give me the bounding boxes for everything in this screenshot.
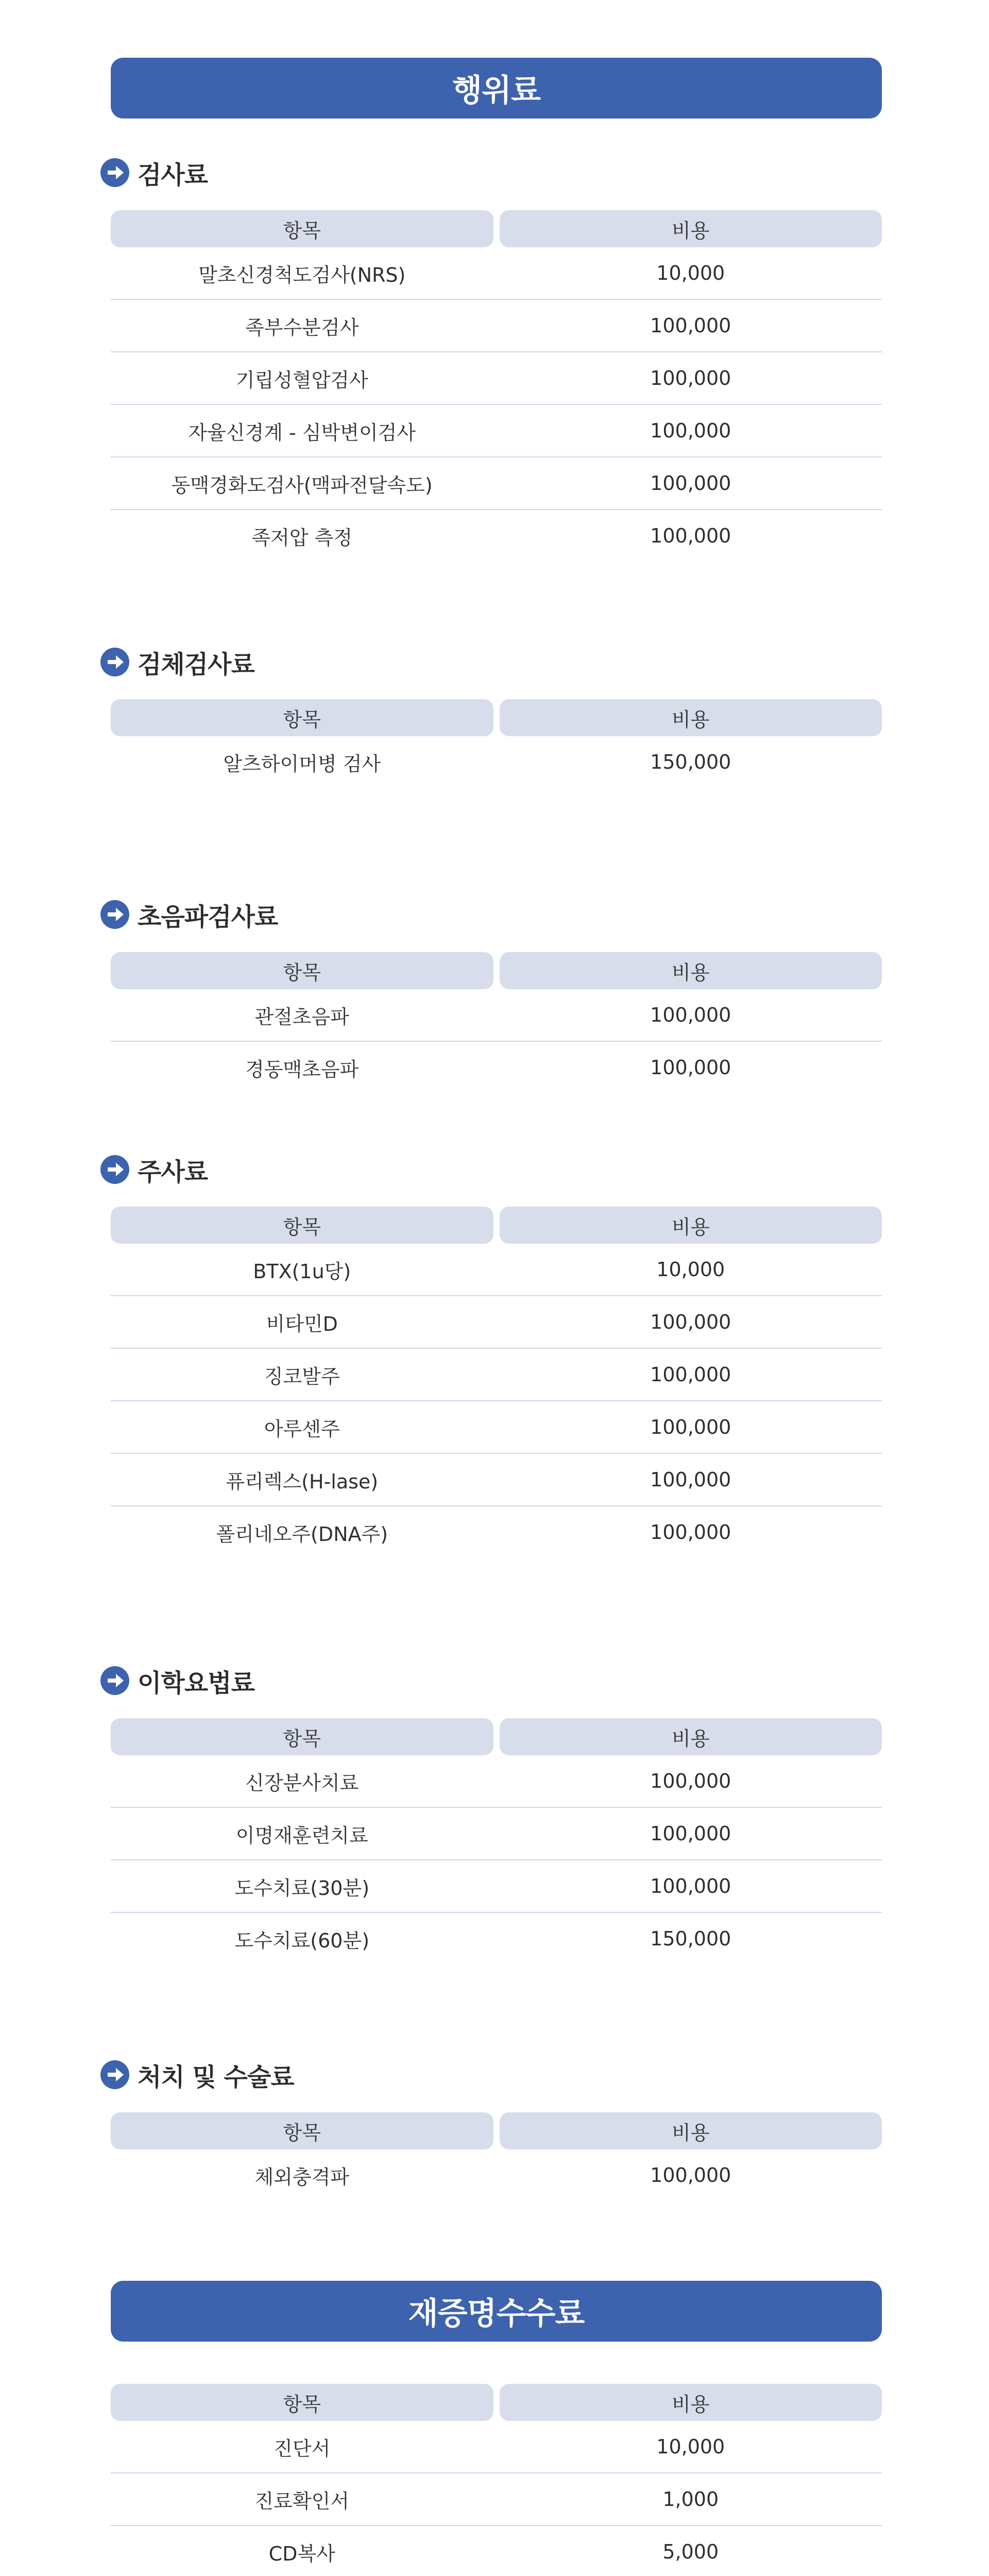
table-row	[111, 2473, 882, 2526]
row-cost: 100,000	[650, 1822, 731, 1845]
table-row	[111, 457, 882, 510]
row-item: 폴리네오주(DNA주)	[216, 1522, 388, 1546]
table-row	[111, 1506, 882, 1558]
table-row	[111, 736, 882, 788]
table-row	[111, 1349, 882, 1401]
table-row	[111, 989, 882, 1042]
certificate-fees-banner-title: 재증명수수료	[408, 2296, 585, 2332]
table-row	[111, 1860, 882, 1913]
table-row	[111, 1296, 882, 1349]
row-cost: 100,000	[650, 1004, 731, 1026]
procedure-fees-banner	[111, 58, 882, 118]
procedure-fees-banner-title: 행위료	[452, 73, 540, 109]
table-header-cost: 비용	[500, 1207, 882, 1244]
table-row	[111, 1808, 882, 1860]
row-cost: 100,000	[650, 524, 731, 547]
row-cost: 100,000	[650, 367, 731, 389]
certificate-fees-banner	[111, 2281, 882, 2342]
row-cost: 150,000	[650, 1927, 731, 1950]
section-title-text: 주사료	[138, 1157, 208, 1187]
table-header-cost: 비용	[500, 952, 882, 989]
row-item: 비타민D	[266, 1312, 338, 1335]
exam-fees-table	[111, 210, 882, 562]
row-item: 도수치료(30분)	[234, 1876, 370, 1900]
table-row	[111, 352, 882, 405]
table-header-item: 항목	[111, 210, 493, 247]
table-row	[111, 300, 882, 352]
row-cost: 1,000	[662, 2488, 719, 2511]
row-item: 아루센주	[264, 1417, 340, 1440]
row-item: 도수치료(60분)	[234, 1929, 370, 1952]
row-cost: 100,000	[650, 314, 731, 337]
table-header-cost: 비용	[500, 210, 882, 247]
row-cost: 10,000	[656, 2435, 725, 2458]
table-row	[111, 1755, 882, 1808]
row-cost: 10,000	[656, 262, 725, 284]
row-item: BTX(1u당)	[253, 1260, 351, 1283]
row-cost: 100,000	[650, 1416, 731, 1438]
section-title-treatment-surgery-fees	[100, 2059, 294, 2090]
table-row	[111, 1454, 882, 1506]
section-title-text: 검체검사료	[138, 650, 254, 679]
arrow-right-circle-icon	[100, 158, 129, 187]
table-row	[111, 2149, 882, 2201]
row-cost: 100,000	[650, 1056, 731, 1079]
arrow-right-circle-icon	[100, 1155, 129, 1184]
row-item: 진단서	[274, 2437, 331, 2460]
row-item: 퓨리렉스(H-lase)	[226, 1470, 379, 1493]
table-header-item: 항목	[111, 1718, 493, 1755]
row-item: 기립성혈압검사	[235, 368, 368, 392]
arrow-right-circle-icon	[100, 648, 129, 676]
table-header	[111, 952, 882, 989]
table-header-cost: 비용	[500, 1718, 882, 1755]
arrow-right-circle-icon	[100, 1666, 129, 1695]
row-item: 족부수분검사	[245, 316, 359, 339]
row-cost: 100,000	[650, 1311, 731, 1333]
row-cost: 100,000	[650, 419, 731, 442]
table-header	[111, 210, 882, 247]
table-row	[111, 2526, 882, 2576]
row-item: 자율신경계 - 심박변이검사	[188, 421, 416, 444]
section-title-exam-fees	[100, 157, 208, 188]
row-item: 신장분사치료	[245, 1771, 359, 1794]
row-cost: 100,000	[650, 1521, 731, 1544]
row-item: 족저압 측정	[251, 526, 353, 549]
section-title-text: 이학요법료	[138, 1668, 254, 1698]
row-cost: 100,000	[650, 2164, 731, 2187]
arrow-right-circle-icon	[100, 2060, 129, 2089]
row-cost: 100,000	[650, 1468, 731, 1491]
row-item: 동맥경화도검사(맥파전달속도)	[171, 473, 433, 497]
table-header-item: 항목	[111, 699, 493, 736]
table-row	[111, 1042, 882, 1093]
table-header-item: 항목	[111, 952, 493, 989]
section-title-text: 처치 및 수술료	[138, 2062, 294, 2092]
table-header-cost: 비용	[500, 699, 882, 736]
table-header-cost: 비용	[500, 2112, 882, 2149]
row-item: 체외충격파	[254, 2165, 350, 2189]
table-header	[111, 1207, 882, 1244]
table-header-item: 항목	[111, 2112, 493, 2149]
table-row	[111, 1913, 882, 1964]
table-header	[111, 1718, 882, 1755]
arrow-right-circle-icon	[100, 900, 129, 929]
row-item: 진료확인서	[254, 2489, 350, 2513]
table-row	[111, 405, 882, 457]
table-header-item: 항목	[111, 1207, 493, 1244]
row-item: 경동맥초음파	[245, 1058, 359, 1081]
row-cost: 150,000	[650, 751, 731, 773]
row-cost: 100,000	[650, 1363, 731, 1386]
ultrasound-fees-table	[111, 952, 882, 1093]
physical-therapy-fees-table	[111, 1718, 882, 1964]
row-item: 관절초음파	[254, 1005, 350, 1028]
row-cost: 5,000	[662, 2540, 719, 2563]
table-header-item: 항목	[111, 2384, 493, 2421]
certificate-fees-table	[111, 2384, 882, 2576]
section-title-text: 초음파검사료	[138, 902, 278, 931]
table-header	[111, 2112, 882, 2149]
specimen-fees-table	[111, 699, 882, 788]
table-row	[111, 1401, 882, 1454]
table-row	[111, 2421, 882, 2473]
section-title-physical-therapy-fees	[100, 1665, 254, 1696]
injection-fees-table	[111, 1207, 882, 1558]
section-title-specimen-fees	[100, 647, 254, 677]
section-title-text: 검사료	[138, 160, 208, 190]
table-header	[111, 699, 882, 736]
section-title-injection-fees	[100, 1154, 208, 1185]
row-cost: 100,000	[650, 472, 731, 495]
row-item: 알츠하이머병 검사	[223, 752, 381, 775]
treatment-surgery-fees-table	[111, 2112, 882, 2201]
row-cost: 100,000	[650, 1875, 731, 1897]
row-item: 이명재훈련치료	[235, 1824, 368, 1847]
row-item: 말초신경척도검사(NRS)	[198, 263, 406, 286]
section-title-ultrasound-fees	[100, 899, 278, 930]
table-row	[111, 247, 882, 300]
row-item: CD복사	[268, 2542, 335, 2565]
row-cost: 100,000	[650, 1770, 731, 1792]
table-header	[111, 2384, 882, 2421]
row-cost: 10,000	[656, 1258, 725, 1281]
table-row	[111, 1244, 882, 1296]
table-row	[111, 510, 882, 562]
table-header-cost: 비용	[500, 2384, 882, 2421]
row-item: 징코발주	[264, 1365, 340, 1388]
